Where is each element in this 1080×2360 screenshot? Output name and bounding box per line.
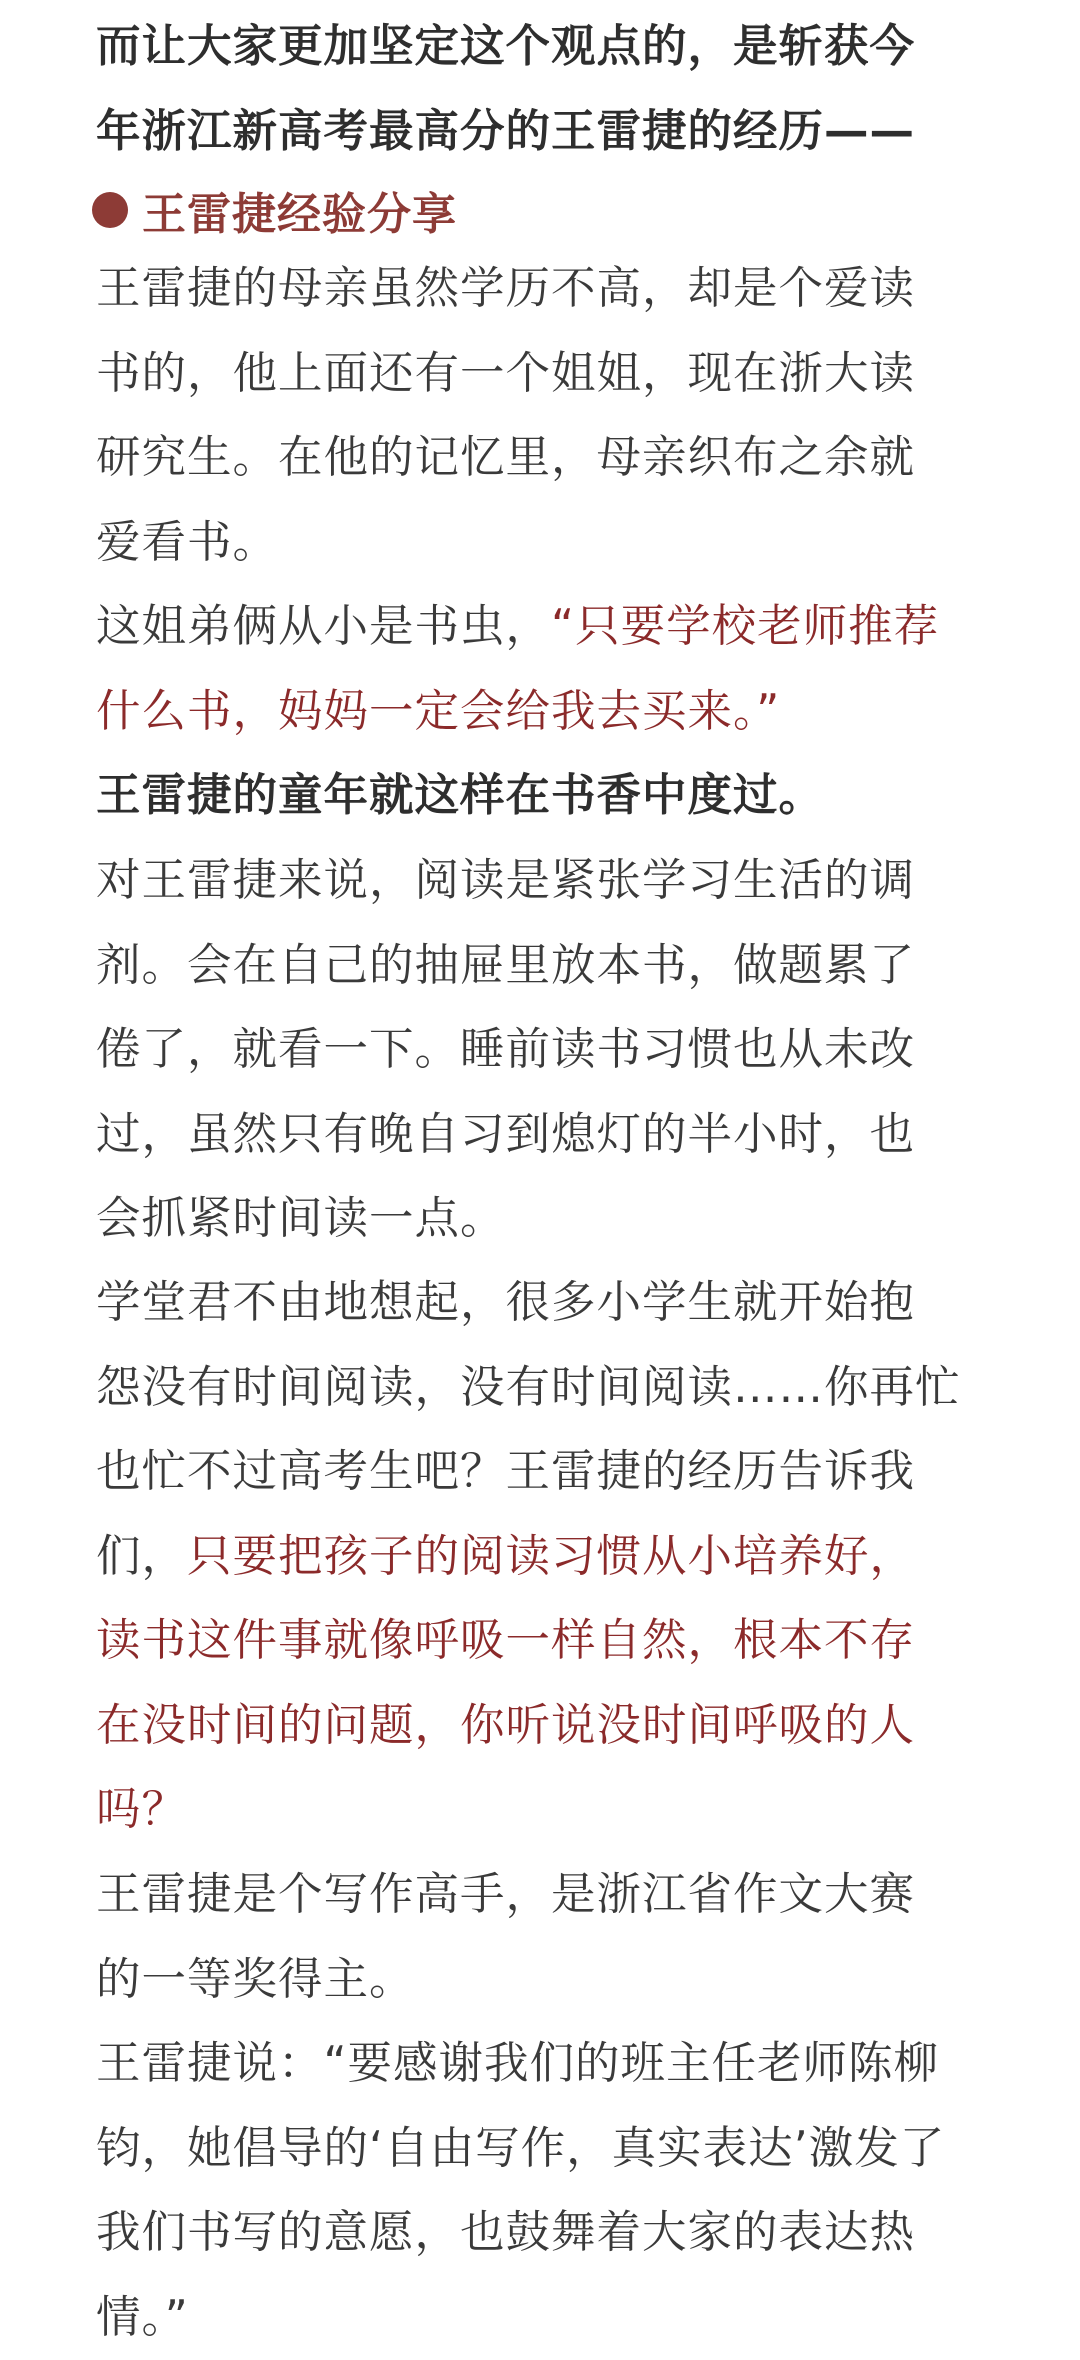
paragraph-line: 怨没有时间阅读，没有时间阅读……你再忙 <box>96 1346 961 1431</box>
section-title: 王雷捷经验分享 <box>142 178 457 242</box>
paragraph-line: 爱看书。 <box>96 501 915 586</box>
paragraph-line <box>96 1515 961 1600</box>
paragraph-line: 的一等奖得主。 <box>96 1938 915 2023</box>
paragraph-line: 王雷捷说：“要感谢我们的班主任老师陈柳 <box>96 2022 945 2107</box>
paragraph-line: 研究生。在他的记忆里，母亲织布之余就 <box>96 416 915 501</box>
intro-line: 年浙江新高考最高分的王雷捷的经历—— <box>96 90 915 175</box>
bullet-dot-icon <box>92 192 128 228</box>
paragraph-line: 过，虽然只有晚自习到熄灯的半小时，也 <box>96 1093 915 1178</box>
paragraph-no-time <box>96 1261 961 1853</box>
paragraph-teacher-quote <box>96 2022 945 2360</box>
paragraph-line: 书的，他上面还有一个姐姐，现在浙大读 <box>96 332 915 417</box>
highlight-text: 读书这件事就像呼吸一样自然，根本不存 <box>96 1599 961 1684</box>
paragraph-writing <box>96 1853 915 2022</box>
paragraph-line: 也忙不过高考生吧？王雷捷的经历告诉我 <box>96 1430 961 1515</box>
paragraph-line <box>96 585 939 670</box>
plain-text: 们， <box>96 1531 187 1582</box>
paragraph-childhood <box>96 754 824 839</box>
paragraph-line: 情。” <box>96 2276 945 2360</box>
paragraph-bookworms <box>96 585 939 754</box>
paragraph-line: 倦了，就看一下。睡前读书习惯也从未改 <box>96 1008 915 1093</box>
paragraph-reading-habit <box>96 839 915 1262</box>
section-header <box>92 170 457 250</box>
paragraph-line: 对王雷捷来说，阅读是紧张学习生活的调 <box>96 839 915 924</box>
paragraph-line: 学堂君不由地想起，很多小学生就开始抱 <box>96 1261 961 1346</box>
plain-text: 这姐弟俩从小是书虫， <box>96 601 551 652</box>
paragraph-mother <box>96 247 915 585</box>
paragraph-line: 我们书写的意愿，也鼓舞着大家的表达热 <box>96 2191 945 2276</box>
highlight-text: 吗？ <box>96 1768 961 1853</box>
highlight-quote: “只要学校老师推荐 <box>551 601 939 652</box>
paragraph-line: 剂。会在自己的抽屉里放本书，做题累了 <box>96 924 915 1009</box>
intro-paragraph <box>96 5 915 174</box>
intro-line: 而让大家更加坚定这个观点的，是斩获今 <box>96 5 915 90</box>
paragraph-line: 会抓紧时间读一点。 <box>96 1177 915 1262</box>
highlight-text: 只要把孩子的阅读习惯从小培养好， <box>187 1531 915 1582</box>
highlight-quote: 什么书，妈妈一定会给我去买来。” <box>96 670 939 755</box>
bold-sentence: 王雷捷的童年就这样在书香中度过。 <box>96 754 824 839</box>
paragraph-line: 王雷捷是个写作高手，是浙江省作文大赛 <box>96 1853 915 1938</box>
highlight-text: 在没时间的问题，你听说没时间呼吸的人 <box>96 1684 961 1769</box>
paragraph-line: 王雷捷的母亲虽然学历不高，却是个爱读 <box>96 247 915 332</box>
paragraph-line: 钧，她倡导的‘自由写作，真实表达’激发了 <box>96 2107 945 2192</box>
